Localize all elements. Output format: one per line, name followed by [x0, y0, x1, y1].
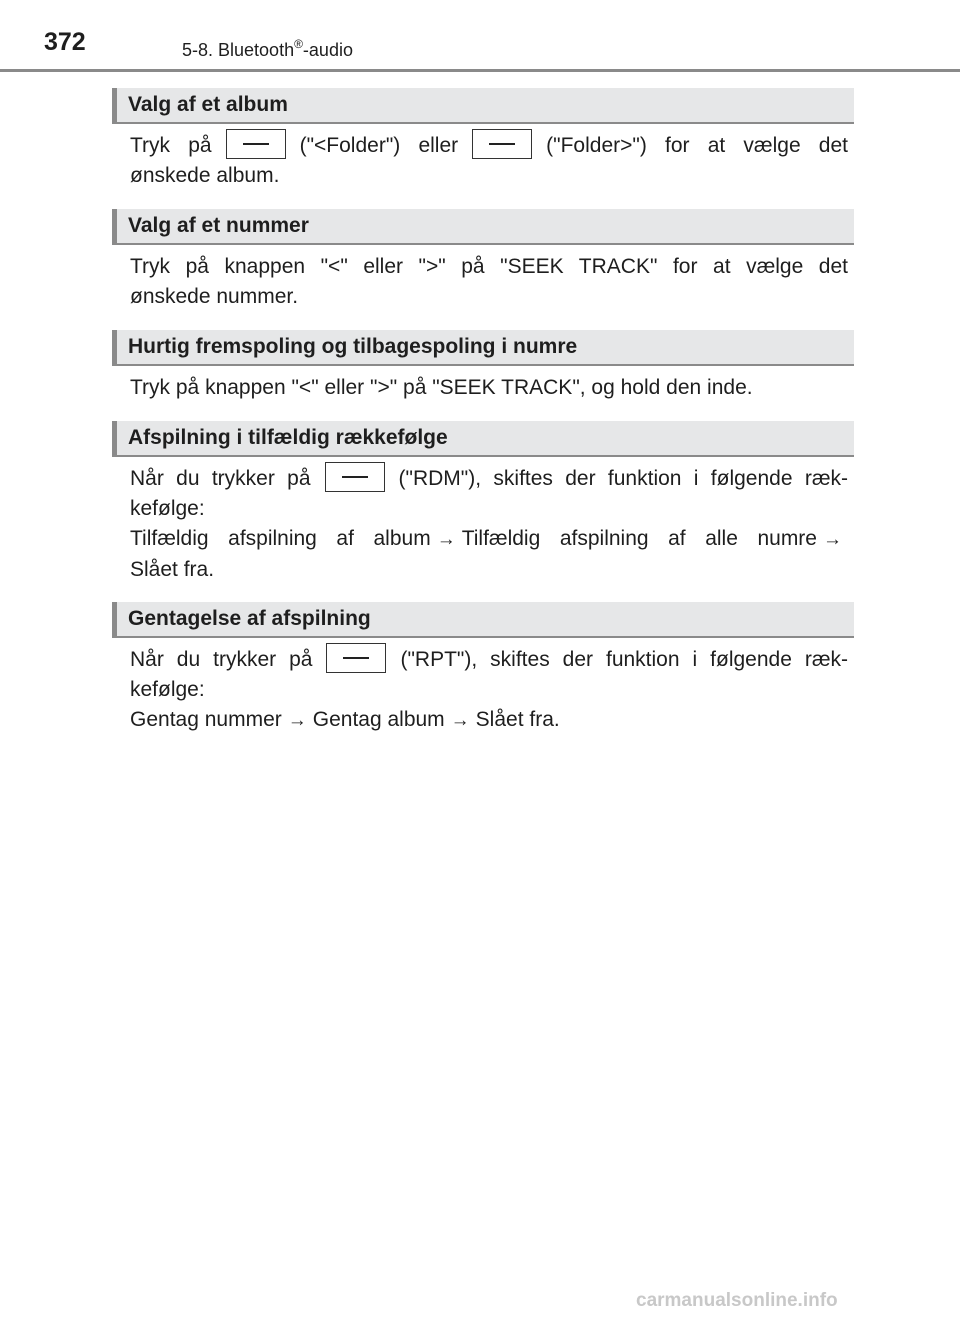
section-heading-text: Afspilning i tilfældig rækkefølge	[128, 426, 448, 449]
section-heading-text: Valg af et nummer	[128, 214, 309, 237]
folder-up-button-icon	[472, 129, 532, 159]
page-number: 372	[44, 28, 86, 56]
folder-down-button-icon	[226, 129, 286, 159]
text-fragment: Når du trykker på	[130, 467, 311, 490]
album-paragraph	[130, 131, 848, 191]
header-divider	[0, 69, 960, 72]
section-heading-text: Valg af et album	[128, 93, 288, 116]
repeat-paragraph	[130, 645, 848, 736]
text-line: kefølge:	[130, 497, 205, 521]
chapter-title-prefix: 5-8. Bluetooth	[182, 40, 295, 60]
text-line	[130, 645, 848, 675]
section-heading-text: Gentagelse af afspilning	[128, 607, 371, 630]
text-line: Tryk på knappen "<" eller ">" på "SEEK TRACK", og hold den inde.	[130, 376, 753, 399]
text-line: kefølge:	[130, 678, 205, 702]
text-line: Tryk på knappen "<" eller ">" på "SEEK TRACK" for at vælge det	[130, 255, 848, 278]
registered-mark: ®	[294, 37, 303, 51]
text-fragment: ("<Folder") eller	[299, 134, 459, 157]
track-paragraph	[130, 252, 848, 312]
section-heading-track	[112, 209, 854, 245]
section-heading-repeat	[112, 602, 854, 638]
text-line: ønskede album.	[130, 164, 280, 188]
section-heading-text: Hurtig fremspoling og tilbagespoling i numre	[128, 335, 578, 358]
arrow-right-icon: →	[436, 529, 456, 551]
text-fragment: Gentag nummer	[130, 708, 282, 732]
arrow-right-icon: →	[287, 710, 307, 732]
text-line	[130, 524, 848, 555]
text-line: ønskede nummer.	[130, 285, 299, 308]
text-fragment: Slået fra.	[475, 708, 560, 732]
arrow-right-icon: →	[450, 710, 470, 732]
section-heading-album	[112, 88, 854, 124]
chapter-title	[182, 37, 353, 61]
rpt-button-icon	[326, 643, 386, 673]
rdm-button-icon	[325, 462, 385, 492]
text-fragment: ("RPT"), skiftes der funktion i følgende ræk-	[400, 648, 849, 671]
watermark: carmanualsonline.info	[636, 1290, 838, 1311]
text-fragment: Gentag album	[312, 708, 445, 732]
text-fragment: Tilfældig afspilning af album	[130, 527, 431, 551]
text-fragment: Når du trykker på	[130, 648, 313, 671]
text-fragment: Tryk på	[130, 134, 212, 157]
text-line: Slået fra.	[130, 558, 215, 582]
text-fragment: ("RDM"), skiftes der funktion i følgende ræk-	[398, 467, 848, 490]
section-heading-random	[112, 421, 854, 457]
arrow-right-icon: →	[822, 529, 842, 551]
text-line	[130, 131, 848, 161]
text-fragment: Tilfældig afspilning af alle numre	[461, 527, 817, 551]
section-heading-fast-forward	[112, 330, 854, 366]
text-fragment: ("Folder>") for at vælge det	[546, 134, 849, 157]
chapter-title-suffix: -audio	[302, 40, 353, 60]
fast-forward-paragraph	[130, 373, 848, 403]
text-line	[130, 464, 848, 494]
text-line	[130, 705, 848, 736]
random-paragraph	[130, 464, 848, 585]
